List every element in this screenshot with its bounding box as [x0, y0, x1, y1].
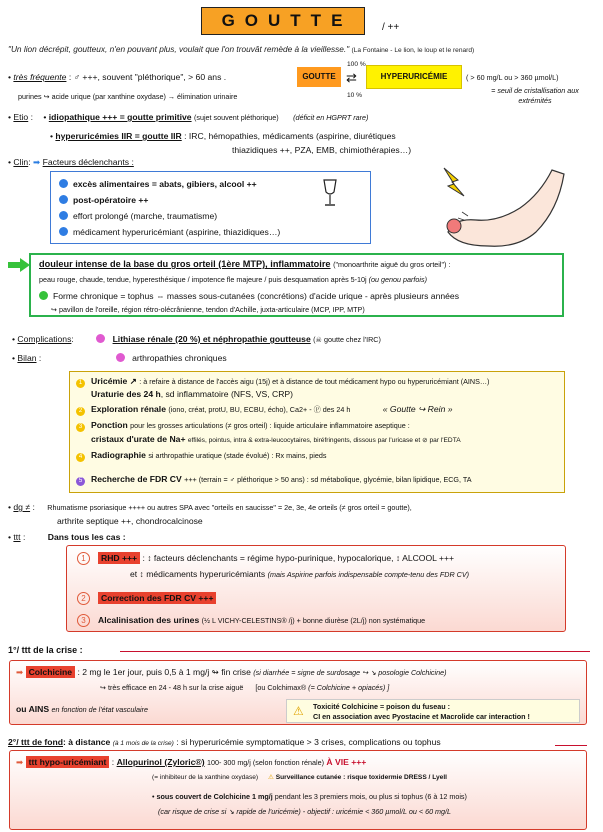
- ttt-all-cases: Dans tous les cas :: [47, 532, 126, 542]
- bilan-item: 1 Uricémie ↗ : à refaire à distance de l'accès aigu (15j) et à distance de tout médicament hypo ou hyperuricémiant (AINS…): [76, 376, 489, 388]
- etio-line3: thiazidiques ++, PZA, EMB, chimiothérapies…): [232, 145, 412, 155]
- bullet-icon: [96, 334, 105, 343]
- etio-primary-note2: (déficit en HGPRT rare): [293, 113, 369, 122]
- bilan-line: • Bilan : arthropathies chroniques: [12, 353, 227, 363]
- quote: [8, 44, 474, 54]
- complication-arthro: arthropathies chroniques: [132, 353, 227, 363]
- background-line3: • sous couvert de Colchicine 1 mg/j pendant les 3 premiers mois, ou plus si tophus (6 à 12 mois): [152, 792, 467, 801]
- intro-line: • très fréquente : ♂ +++, souvent "pléthorique", > 60 ans .: [8, 72, 227, 82]
- background-line2: (= inhibiteur de la xanthine oxydase) ⚠ Surveillance cutanée : risque toxidermie DRESS / Lyell: [152, 774, 447, 781]
- complications-line: • Complications: Lithiase rénale (20 %) et néphropathie goutteuse (☠ goutte chez l'IRC): [12, 334, 381, 344]
- ttt-item-alcal: 3 Alcalinisation des urines (½ L VICHY-CELESTINS® /j) + bonne diurèse (2L/j) non systématique: [77, 614, 425, 627]
- background-line4: (car risque de crise si ↘ rapide de l'uricémie) - objectif : uricémie < 360 µmol/L ou < 60 mg/L: [158, 807, 452, 816]
- bilan-item: 2 Exploration rénale (iono, créat, protU, BU, ECBU, écho), Ca2+ - Ⓟ des 24 h « Goutte ↪ Rein »: [76, 404, 453, 416]
- background-box: [9, 750, 587, 830]
- warning-icon: ⚠: [293, 704, 304, 718]
- acute-attack-box: [29, 253, 564, 317]
- bilan-item: 4 Radiographie si arthropathie uratique (stade évolué) : Rx mains, pieds: [76, 450, 327, 462]
- trigger-item: excès alimentaires = abats, gibiers, alcool ++: [59, 179, 257, 189]
- etio-primary-note: (sujet souvent pléthorique): [193, 113, 279, 122]
- etio-secondary-text: : IRC, hémopathies, médicaments (aspirine, diurétiques: [184, 131, 396, 141]
- bilan-item: 5 Recherche de FDR CV +++ (terrain = ♂ pléthorique > 50 ans) : sd métabolique, glycémie, bilan lipidique, ECG, TA: [76, 474, 472, 486]
- ttt-line: • ttt : Dans tous les cas :: [8, 532, 126, 542]
- dg-line1: • dg ≠ : Rhumatisme psoriasique ++++ ou autres SPA avec "orteils en saucisse" = 2e, 3e, 4e orteils (≠ gros orteil = goutte),: [8, 502, 412, 512]
- trigger-item: médicament hyperuricémiant (aspirine, thiazidiques…): [59, 227, 280, 237]
- dg-line2: arthrite septique ++, chondrocalcinose: [57, 516, 203, 526]
- crisis-divider: [120, 651, 590, 652]
- arrow-right-icon: ➡: [16, 757, 24, 767]
- bullet-icon: [59, 195, 68, 204]
- etio-label: Etio: [13, 112, 29, 122]
- skull-note: (☠ goutte chez l'IRC): [313, 335, 381, 344]
- bullet-icon: [59, 211, 68, 220]
- page-title: GOUTTE: [201, 7, 365, 35]
- quote-text: "Un lion décrépit, goutteux, n'en pouvant plus, voulait que l'on trouvât remède à la vieillesse.": [8, 44, 350, 54]
- pct-top: 100 %: [347, 61, 366, 68]
- background-divider: [555, 745, 587, 746]
- wine-glass-icon: [322, 178, 338, 208]
- bilan-label: Bilan: [17, 353, 37, 363]
- trigger-item: effort prolongé (marche, traumatisme): [59, 211, 217, 221]
- etio-line1: • Etio : • idiopathique +++ = goutte primitive (sujet souvent pléthorique) (déficit en HGPRT rare): [8, 112, 369, 122]
- equilibrium-icon: ⇄: [346, 70, 357, 85]
- toxicity-warning: ⚠ Toxicité Colchicine = poison du fuseau : CI en association avec Pyostacine et Macrolide car interaction !: [286, 699, 580, 723]
- hyper-threshold: ( > 60 mg/L ou > 360 µmol/L): [466, 73, 559, 82]
- pct-bottom: 10 %: [347, 92, 363, 99]
- arrow-right-icon: ➡: [33, 157, 41, 167]
- version-mark: / ++: [382, 22, 400, 33]
- ttt-item-fdr: 2 Correction des FDR CV +++: [77, 592, 216, 605]
- bullet-icon: [39, 291, 48, 300]
- trigger-item: post-opératoire ++: [59, 195, 148, 205]
- background-title: 2°/ ttt de fond: à distance (à 1 mois de la crise) : si hyperuricémie symptomatique > 3 crises, complications ou tophus: [8, 737, 441, 747]
- acute-title: douleur intense de la base du gros orteil (1ère MTP), inflammatoire ("monoarthrite aiguë du gros orteil") :: [39, 259, 451, 269]
- complication-lithiase: Lithiase rénale (20 %) et néphropathie goutteuse: [112, 334, 311, 344]
- crisis-title: 1°/ ttt de la crise :: [8, 645, 83, 655]
- etio-line2: • hyperuricémies IIR = goutte IIR : IRC, hémopathies, médicaments (aspirine, diurétiques: [50, 131, 396, 141]
- dg-text1: Rhumatisme psoriasique ++++ ou autres SPA avec "orteils en saucisse" = 2e, 3e, 4e orteils (≠ gros orteil = goutte),: [47, 503, 412, 512]
- crisis-line3: ou AINS en fonction de l'état vasculaire: [16, 704, 148, 714]
- etio-secondary: hyperuricémies IIR = goutte IIR: [55, 131, 182, 141]
- etio-primary: idiopathique +++ = goutte primitive: [48, 112, 192, 122]
- clin-label: Clin: [13, 157, 29, 167]
- clin-line: • Clin: ➡ Facteurs déclenchants :: [8, 157, 134, 167]
- dg-label: dg ≠: [13, 502, 31, 512]
- frequency-text: : ♂ +++, souvent "pléthorique", > 60 ans .: [68, 72, 227, 82]
- acute-signs: peau rouge, chaude, tendue, hyperesthésique / impotence fle majeure / puis desquamation après 5-10j (ou genou parfois): [39, 275, 427, 284]
- intro-sub: purines ↪ acide urique (par xanthine oxydase) → élimination urinaire: [18, 92, 238, 101]
- ttt-label: ttt: [13, 532, 21, 542]
- crisis-line1: ➡ Colchicine : 2 mg le 1er jour, puis 0,5 à 1 mg/j ↬ fin crise (si diarrhée = signe de surdosage ↪ ↘ posologie Colchicine): [16, 667, 447, 677]
- green-arrow-icon: [8, 258, 30, 272]
- hyperuricemie-tag: HYPERURICÉMIE: [366, 65, 462, 89]
- quote-source: (La Fontaine - Le lion, le loup et le renard): [351, 47, 475, 54]
- bullet-icon: [59, 179, 68, 188]
- goutte-tag: GOUTTE: [297, 67, 341, 87]
- bilan-item: cristaux d'urate de Na+ effilés, pointus, intra & extra-leucocytaires, biréfringents, dissous par l'uricase et ⊘ par l'EDTA: [91, 434, 461, 444]
- hyper-note: = seuil de cristallisation aux extrémités: [491, 86, 579, 105]
- triggers-title: Facteurs déclenchants :: [42, 157, 134, 167]
- arrow-right-icon: ➡: [16, 667, 24, 677]
- foot-illustration: [428, 160, 568, 252]
- chronic-sites: ↪ pavillon de l'oreille, région rétro-olécrânienne, tendon d'Achille, juxta-articulaire (MCP, IPP, MTP): [51, 305, 365, 314]
- background-line1: ➡ ttt hypo-uricémiant : Allopurinol (Zyloric®) 100- 300 mg/j (selon fonction rénale) À VIE +++: [16, 757, 367, 767]
- crisis-line2: ↪ très efficace en 24 - 48 h sur la crise aiguë [ou Colchimax® (= Colchicine + opiacés) ]: [100, 683, 390, 692]
- frequency-label: très fréquente: [13, 72, 67, 82]
- complications-label: Complications: [17, 334, 72, 344]
- bilan-item: 3 Ponction pour les grosses articulations (≠ gros orteil) : liquide articulaire inflammatoire aseptique :: [76, 420, 410, 432]
- ttt-box: [66, 545, 566, 632]
- warning-icon: ⚠: [267, 774, 274, 781]
- chronic-form: Forme chronique = tophus ⇔ masses sous-cutanées (concrétions) d'acide urique - après plusieurs années: [39, 291, 459, 301]
- bullet-icon: [116, 353, 125, 362]
- ttt-item-rhd: 1 RHD +++ : ↕ facteurs déclenchants = régime hypo-purinique, hypocalorique, ↕ ALCOOL +++: [77, 552, 454, 565]
- bilan-item: Uraturie des 24 h, sd inflammatoire (NFS, VS, CRP): [91, 389, 294, 399]
- bullet-icon: [59, 227, 68, 236]
- ttt-item-rhd-2: et ↕ médicaments hyperuricémiants (mais Aspirine parfois indispensable compte-tenu des FDR CV): [130, 569, 470, 579]
- bilan-box: [69, 371, 565, 493]
